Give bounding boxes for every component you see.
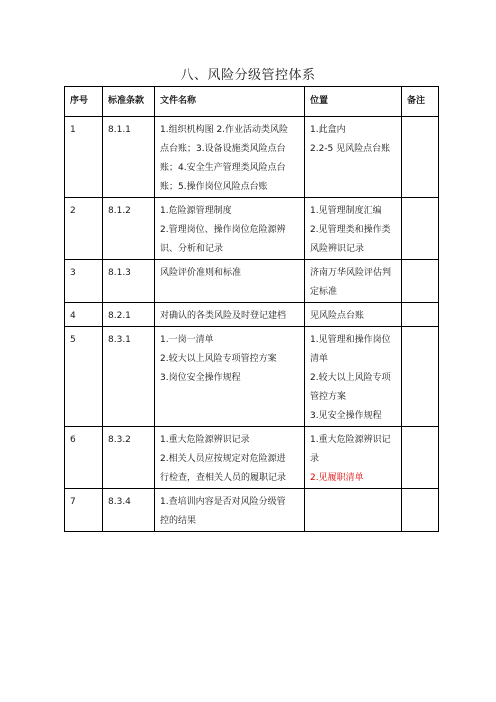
cell-file-name [155, 327, 305, 427]
table-row [65, 198, 439, 260]
table-row [65, 260, 439, 303]
cell-no: 3 [65, 260, 103, 303]
location-line: 3.见安全操作规程 [310, 411, 382, 421]
location-line: 济南万华风险评估判 [310, 268, 392, 278]
cell-clause: 8.1.3 [103, 260, 155, 303]
cell-no: 4 [65, 303, 103, 327]
file-name-line: 1.一岗一清单 [160, 335, 214, 345]
cell-location [305, 198, 402, 260]
cell-location [305, 260, 402, 303]
cell-no: 1 [65, 117, 103, 198]
location-line-highlight: 2.见履职清单 [310, 473, 364, 483]
cell-location [305, 303, 402, 327]
cell-file-name [155, 489, 305, 532]
cell-note [402, 117, 439, 198]
cell-location [305, 327, 402, 427]
header-file-name: 文件名称 [155, 87, 305, 117]
cell-file-name [155, 260, 305, 303]
file-name-line: 1.组织机构图 2.作业活动类风险 [160, 125, 289, 135]
file-name-line: 1.查培训内容是否对风险分级管 [160, 497, 286, 507]
cell-note [402, 427, 439, 489]
cell-no: 7 [65, 489, 103, 532]
header-no: 序号 [65, 87, 103, 117]
table-row [65, 303, 439, 327]
location-line: 2.见管理类和操作类 [310, 225, 391, 235]
cell-location [305, 117, 402, 198]
cell-file-name [155, 303, 305, 327]
cell-clause: 8.1.1 [103, 117, 155, 198]
header-clause: 标准条款 [103, 87, 155, 117]
file-name-line: 1.危险源管理制度 [160, 206, 232, 216]
cell-location [305, 427, 402, 489]
cell-no: 2 [65, 198, 103, 260]
file-name-line: 对确认的各类风险及时登记建档 [160, 311, 287, 321]
cell-clause: 8.3.2 [103, 427, 155, 489]
table-row [65, 117, 439, 198]
table-row [65, 489, 439, 532]
table-header-row [65, 87, 439, 117]
file-name-line: 账；5.操作岗位风险点台账 [160, 182, 268, 192]
cell-location [305, 489, 402, 532]
cell-no: 6 [65, 427, 103, 489]
table-row [65, 427, 439, 489]
location-line: 1.重大危险源辨识记 [310, 435, 391, 445]
header-location: 位置 [305, 87, 402, 117]
location-line: 2.较大以上风险专项 [310, 373, 391, 383]
cell-file-name [155, 427, 305, 489]
location-line: 1.见管理和操作岗位 [310, 335, 391, 345]
location-line: 清单 [310, 354, 329, 364]
file-name-line: 3.岗位安全操作规程 [160, 373, 241, 383]
control-system-table [64, 86, 439, 532]
location-line: 1.见管理制度汇编 [310, 206, 382, 216]
cell-note [402, 198, 439, 260]
file-name-line: 风险评价准则和标准 [160, 268, 242, 278]
location-line: 定标准 [310, 287, 338, 297]
cell-note [402, 327, 439, 427]
page-title: 八、风险分级管控体系 [180, 68, 316, 83]
file-name-line: 点台账；3.设备设施类风险点台 [160, 144, 286, 154]
cell-clause: 8.3.1 [103, 327, 155, 427]
cell-clause: 8.1.2 [103, 198, 155, 260]
location-line: 风险辨识记录 [310, 244, 365, 254]
file-name-line: 账；4.安全生产管理类风险点台 [160, 163, 286, 173]
cell-clause: 8.3.4 [103, 489, 155, 532]
cell-file-name [155, 117, 305, 198]
location-line: 2.2-5 见风险点台账 [310, 144, 391, 154]
file-name-line: 行检查，查相关人员的履职记录 [160, 473, 287, 483]
cell-note [402, 303, 439, 327]
location-line: 管控方案 [310, 392, 347, 402]
cell-file-name [155, 198, 305, 260]
file-name-line: 1.重大危险源辨识记录 [160, 435, 250, 445]
file-name-line: 控的结果 [160, 516, 197, 526]
table-row [65, 327, 439, 427]
location-line: 见风险点台账 [310, 311, 365, 321]
header-note: 备注 [402, 87, 439, 117]
location-line: 1.此盒内 [310, 125, 346, 135]
cell-note [402, 489, 439, 532]
cell-clause: 8.2.1 [103, 303, 155, 327]
file-name-line: 2.管理岗位、操作岗位危险源辨 [160, 225, 286, 235]
file-name-line: 2.较大以上风险专项管控方案 [160, 354, 277, 364]
file-name-line: 2.相关人员应按规定对危险源进 [160, 454, 286, 464]
cell-no: 5 [65, 327, 103, 427]
file-name-line: 识、分析和记录 [160, 244, 224, 254]
location-line: 录 [310, 454, 320, 464]
cell-note [402, 260, 439, 303]
